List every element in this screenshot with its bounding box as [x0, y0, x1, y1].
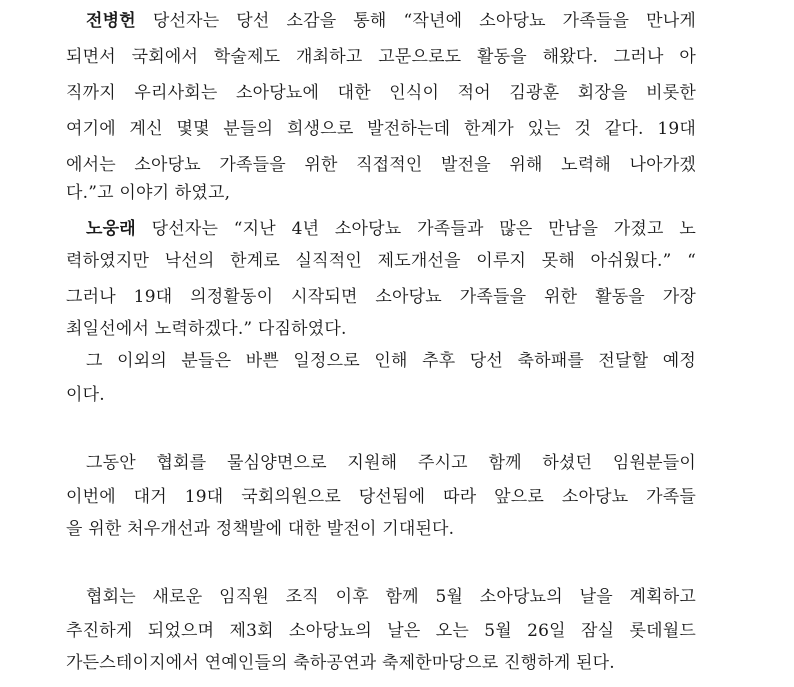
paragraph-5-line-1: 협회는 새로운 임직원 조직 이후 함께 5월 소아당뇨의 날을 계획하고 [86, 587, 696, 607]
paragraph-2-line-3: 그러나 19대 의정활동이 시작되면 소아당뇨 가족들을 위한 활동을 가장 [66, 287, 696, 307]
speaker-name: 전병헌 [86, 11, 136, 31]
paragraph-4-line-3: 을 위한 처우개선과 정책발에 대한 발전이 기대된다. [66, 519, 455, 539]
paragraph-4-line-1: 그동안 협회를 물심양면으로 지원해 주시고 함께 하셨던 임원분들이 [86, 453, 696, 473]
paragraph-5-line-2: 추진하게 되었으며 제3회 소아당뇨의 날은 오는 5월 26일 잠실 롯데월드 [66, 621, 696, 641]
paragraph-3-line-1: 그 이외의 분들은 바쁜 일정으로 인해 추후 당선 축하패를 전달할 예정 [86, 351, 696, 371]
paragraph-5-line-3: 가든스테이지에서 연예인들의 축하공연과 축제한마당으로 진행하게 된다. [66, 653, 615, 673]
paragraph-text: 당선자는 “지난 4년 소아당뇨 가족들과 많은 만남을 가졌고 노 [135, 219, 696, 239]
paragraph-1-line-3: 직까지 우리사회는 소아당뇨에 대한 인식이 적어 김광훈 회장을 비롯한 [66, 83, 696, 103]
paragraph-1-line-2: 되면서 국회에서 학술제도 개최하고 고문으로도 활동을 해왔다. 그러나 아 [66, 47, 696, 67]
paragraph-1-line-6: 다.”고 이야기 하였고, [66, 183, 231, 203]
speaker-name: 노웅래 [86, 219, 136, 239]
paragraph-1-line-5: 에서는 소아당뇨 가족들을 위한 직접적인 발전을 위해 노력해 나아가겠 [66, 155, 696, 175]
paragraph-3-line-2: 이다. [66, 385, 105, 405]
paragraph-2-line-4: 최일선에서 노력하겠다.” 다짐하였다. [66, 319, 347, 339]
paragraph-4-line-2: 이번에 대거 19대 국회의원으로 당선됨에 따라 앞으로 소아당뇨 가족들 [66, 487, 696, 507]
paragraph-2-line-1 [66, 218, 696, 240]
paragraph-1-line-1 [66, 10, 696, 32]
paragraph-1-line-4: 여기에 계신 몇몇 분들의 희생으로 발전하는데 한계가 있는 것 같다. 19대 [66, 119, 696, 139]
paragraph-text: 당선자는 당선 소감을 통해 “작년에 소아당뇨 가족들을 만나게 [135, 11, 696, 31]
paragraph-2-line-2: 력하였지만 낙선의 한계로 실직적인 제도개선을 이루지 못해 아쉬웠다.” “ [66, 251, 696, 271]
